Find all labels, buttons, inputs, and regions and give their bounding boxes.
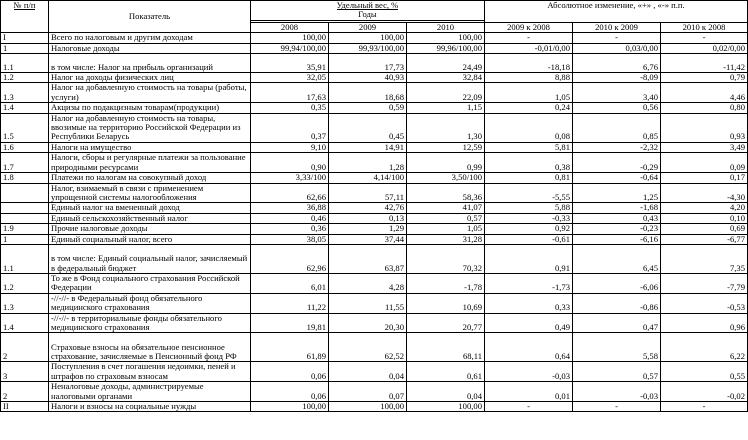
change-2010-vs-2009: 0,03/0,00 [573, 43, 661, 53]
change-2010-vs-2009: 0,47 [573, 313, 661, 333]
share-2008: 0,46 [251, 213, 329, 223]
share-2009: 100,00 [329, 33, 407, 43]
share-2008: 0,06 [251, 362, 329, 382]
share-2010: 0,61 [407, 362, 485, 382]
change-2009-vs-2008: 0,33 [485, 293, 573, 313]
indicator-name: Единый социальный налог, всего [49, 234, 251, 244]
change-2010-vs-2008: 4,20 [661, 203, 748, 213]
table-row [1, 234, 748, 244]
change-2010-vs-2009: 6,76 [573, 54, 661, 73]
change-2010-vs-2008: - [661, 402, 748, 412]
row-number: 1.8 [1, 173, 49, 183]
row-number: 1.7 [1, 153, 49, 173]
share-2010: 32,84 [407, 73, 485, 83]
change-2009-vs-2008: 5,88 [485, 203, 573, 213]
share-header-label: Удельный вес, % [336, 0, 399, 10]
share-header [251, 1, 485, 21]
table-row [1, 333, 748, 362]
change-2009-vs-2008: 0,49 [485, 313, 573, 333]
row-number: 1.2 [1, 273, 49, 293]
change-2010-vs-2009: -0,86 [573, 293, 661, 313]
share-2010: 12,59 [407, 142, 485, 152]
share-2009: 0,59 [329, 103, 407, 113]
share-2008: 61,89 [251, 333, 329, 362]
table-row [1, 153, 748, 173]
share-2010: 20,77 [407, 313, 485, 333]
share-2008: 9,10 [251, 142, 329, 152]
change-2010-vs-2008: 0,09 [661, 153, 748, 173]
share-2010: 22,09 [407, 83, 485, 103]
change-2009-vs-2008: -0,01/0,00 [485, 43, 573, 53]
share-2008: 32,05 [251, 73, 329, 83]
change-2009-vs-2008: -0,33 [485, 213, 573, 223]
share-2009: 42,76 [329, 203, 407, 213]
table-row [1, 313, 748, 333]
change-2009-vs-2008: 1,05 [485, 83, 573, 103]
change-2010-vs-2008: 4,46 [661, 83, 748, 103]
share-2010: 100,00 [407, 402, 485, 412]
share-2009: 37,44 [329, 234, 407, 244]
share-2010: 0,04 [407, 382, 485, 402]
change-2009-vs-2008: 8,88 [485, 73, 573, 83]
indicator-name: Налоги на имущество [49, 142, 251, 152]
indicator-name: Платежи по налогам на совокупный доход [49, 173, 251, 183]
change-2010-vs-2008: 0,55 [661, 362, 748, 382]
row-number: 1 [1, 234, 49, 244]
indicator-name: Акцизы по подакцизным товарам(продукции) [49, 103, 251, 113]
year-header: 2010 [407, 22, 485, 32]
share-2010: 41,07 [407, 203, 485, 213]
indicator-name: в том числе: Налог на прибыль организаций [49, 54, 251, 73]
table-row [1, 402, 748, 412]
indicator-name: -//-//- в Федеральный фонд обязательного медицинского страхования [49, 293, 251, 313]
share-2009: 0,07 [329, 382, 407, 402]
indicator-name: Налог на доходы физических лиц [49, 73, 251, 83]
share-2008: 0,06 [251, 382, 329, 402]
table-row [1, 213, 748, 223]
change-2009-vs-2008: 0,92 [485, 224, 573, 234]
change-2009-vs-2008: - [485, 402, 573, 412]
share-2008: 0,36 [251, 224, 329, 234]
change-2010-vs-2009: -6,16 [573, 234, 661, 244]
share-2009: 62,52 [329, 333, 407, 362]
change-2010-vs-2008: - [661, 33, 748, 43]
change-2010-vs-2009: -1,68 [573, 203, 661, 213]
indicator-name: Налог, взимаемый в связи с применением упрощенной системы налогообложения [49, 183, 251, 203]
share-2009: 1,29 [329, 224, 407, 234]
change-2010-vs-2008: -7,79 [661, 273, 748, 293]
indicator-header: Показатель [49, 1, 251, 33]
share-2010: 3,50/100 [407, 173, 485, 183]
indicator-name: Налоги и взносы на социальные нужды [49, 402, 251, 412]
change-2009-vs-2008: 0,91 [485, 244, 573, 273]
share-2008: 6,01 [251, 273, 329, 293]
change-2010-vs-2009: 5,58 [573, 333, 661, 362]
share-2010: 0,57 [407, 213, 485, 223]
table-row [1, 224, 748, 234]
change-2010-vs-2009: 0,57 [573, 362, 661, 382]
table-row [1, 83, 748, 103]
table-row [1, 382, 748, 402]
change-2009-vs-2008: -18,18 [485, 54, 573, 73]
indicator-name: Всего по налоговым и другим доходам [49, 33, 251, 43]
change-2010-vs-2009: -0,23 [573, 224, 661, 234]
table-row [1, 113, 748, 142]
change-2010-vs-2008: -4,30 [661, 183, 748, 203]
share-2009: 11,55 [329, 293, 407, 313]
years-header-label: Годы [358, 9, 377, 20]
row-number: 1.4 [1, 103, 49, 113]
change-2009-vs-2008: 5,81 [485, 142, 573, 152]
indicator-name: Налог на добавленную стоимость на товары (работы, услуги) [49, 83, 251, 103]
share-2008: 36,88 [251, 203, 329, 213]
indicator-name: Прочие налоговые доходы [49, 224, 251, 234]
share-2008: 0,35 [251, 103, 329, 113]
row-number: 1.4 [1, 313, 49, 333]
indicator-name: Поступления в счет погашения недоимки, пеней и штрафов по страховым взносам [49, 362, 251, 382]
table-row [1, 244, 748, 273]
share-2009: 0,45 [329, 113, 407, 142]
share-2009: 99,93/100,00 [329, 43, 407, 53]
change-2010-vs-2009: 0,85 [573, 113, 661, 142]
change-2010-vs-2008: -11,42 [661, 54, 748, 73]
share-2008: 99,94/100,00 [251, 43, 329, 53]
table-row [1, 203, 748, 213]
row-number [1, 203, 49, 213]
change-2009-vs-2008: 0,64 [485, 333, 573, 362]
share-2010: 1,05 [407, 224, 485, 234]
table-row [1, 103, 748, 113]
change-2010-vs-2009: -8,09 [573, 73, 661, 83]
share-2010: 100,00 [407, 33, 485, 43]
share-2008: 62,96 [251, 244, 329, 273]
indicator-name: Неналоговые доходы, администрируемые налоговыми органами [49, 382, 251, 402]
table-body [1, 33, 748, 412]
change-2010-vs-2009: - [573, 402, 661, 412]
share-2009: 17,73 [329, 54, 407, 73]
share-2010: 0,99 [407, 153, 485, 173]
change-2010-vs-2008: 0,17 [661, 173, 748, 183]
share-2010: 99,96/100,00 [407, 43, 485, 53]
indicator-name: Налог на добавленную стоимость на товары, ввозимые на территорию Российской Федерации из Республики Беларусь [49, 113, 251, 142]
change-2010-vs-2009: -0,29 [573, 153, 661, 173]
year-header: 2009 [329, 22, 407, 32]
share-2010: 68,11 [407, 333, 485, 362]
change-col-header: 2010 к 2008 [661, 22, 748, 32]
share-2008: 17,63 [251, 83, 329, 103]
table-row [1, 33, 748, 43]
change-2010-vs-2008: 3,49 [661, 142, 748, 152]
year-header: 2008 [251, 22, 329, 32]
share-2009: 4,14/100 [329, 173, 407, 183]
table-row [1, 183, 748, 203]
row-number: 2 [1, 382, 49, 402]
change-2009-vs-2008: 0,01 [485, 382, 573, 402]
change-2010-vs-2009: - [573, 33, 661, 43]
change-2010-vs-2009: 6,45 [573, 244, 661, 273]
change-2010-vs-2008: 0,10 [661, 213, 748, 223]
share-2010: 70,32 [407, 244, 485, 273]
share-2009: 40,93 [329, 73, 407, 83]
share-2009: 18,68 [329, 83, 407, 103]
change-2009-vs-2008: -0,03 [485, 362, 573, 382]
row-number: 1.6 [1, 142, 49, 152]
share-2010: 31,28 [407, 234, 485, 244]
num-header: № п/п [1, 1, 49, 33]
row-number: 1.1 [1, 244, 49, 273]
share-2009: 57,11 [329, 183, 407, 203]
change-2010-vs-2009: -2,32 [573, 142, 661, 152]
share-2009: 1,28 [329, 153, 407, 173]
row-number [1, 183, 49, 203]
share-2009: 14,91 [329, 142, 407, 152]
share-2009: 63,87 [329, 244, 407, 273]
row-number: I [1, 33, 49, 43]
share-2009: 20,30 [329, 313, 407, 333]
share-2010: -1,78 [407, 273, 485, 293]
change-2010-vs-2008: -6,77 [661, 234, 748, 244]
change-2010-vs-2009: 3,40 [573, 83, 661, 103]
change-2010-vs-2009: 0,43 [573, 213, 661, 223]
change-2010-vs-2008: 0,02/0,00 [661, 43, 748, 53]
share-2009: 100,00 [329, 402, 407, 412]
change-2009-vs-2008: -1,73 [485, 273, 573, 293]
change-2010-vs-2008: 6,22 [661, 333, 748, 362]
row-number: 1 [1, 43, 49, 53]
table-row [1, 142, 748, 152]
change-2009-vs-2008: 0,24 [485, 103, 573, 113]
share-2010: 58,36 [407, 183, 485, 203]
table-row [1, 293, 748, 313]
change-2010-vs-2009: -6,06 [573, 273, 661, 293]
share-2008: 100,00 [251, 33, 329, 43]
indicator-name: Налоговые доходы [49, 43, 251, 53]
row-number: 2 [1, 333, 49, 362]
share-2008: 35,91 [251, 54, 329, 73]
share-2008: 0,90 [251, 153, 329, 173]
change-2010-vs-2008: -0,02 [661, 382, 748, 402]
share-2008: 38,05 [251, 234, 329, 244]
indicator-name: в том числе: Единый социальный налог, зачисляемый в федеральный бюджет [49, 244, 251, 273]
row-number: 1.2 [1, 73, 49, 83]
change-2009-vs-2008: -0,61 [485, 234, 573, 244]
change-2010-vs-2008: 0,93 [661, 113, 748, 142]
row-number: 1.3 [1, 293, 49, 313]
share-2008: 100,00 [251, 402, 329, 412]
change-2009-vs-2008: - [485, 33, 573, 43]
indicator-name: Налоги, сборы и регулярные платежи за пользование природными ресурсами [49, 153, 251, 173]
change-2010-vs-2009: 1,25 [573, 183, 661, 203]
share-2010: 10,69 [407, 293, 485, 313]
indicator-name: Страховые взносы на обязательное пенсионное страхование, зачисляемые в Пенсионный фонд РФ [49, 333, 251, 362]
change-2010-vs-2009: 0,56 [573, 103, 661, 113]
share-2008: 0,37 [251, 113, 329, 142]
change-2009-vs-2008: 0,08 [485, 113, 573, 142]
indicator-name: -//-//- в территориальные фонды обязательного медицинского страхования [49, 313, 251, 333]
indicator-name: Единый налог на вмененный доход [49, 203, 251, 213]
change-col-header: 2009 к 2008 [485, 22, 573, 32]
share-2008: 11,22 [251, 293, 329, 313]
table-row [1, 362, 748, 382]
table-row [1, 273, 748, 293]
share-2008: 19,81 [251, 313, 329, 333]
share-2010: 1,15 [407, 103, 485, 113]
share-2009: 0,13 [329, 213, 407, 223]
share-2010: 1,30 [407, 113, 485, 142]
share-2010: 24,49 [407, 54, 485, 73]
change-2010-vs-2008: -0,53 [661, 293, 748, 313]
row-number: 1.1 [1, 54, 49, 73]
share-2008: 62,66 [251, 183, 329, 203]
change-2010-vs-2008: 0,96 [661, 313, 748, 333]
change-2009-vs-2008: -5,55 [485, 183, 573, 203]
row-number: 1.5 [1, 113, 49, 142]
change-header: Абсолютное изменение, «+» , «-» п.п. [485, 1, 748, 23]
change-2010-vs-2008: 0,69 [661, 224, 748, 234]
change-2010-vs-2008: 0,79 [661, 73, 748, 83]
table-row [1, 73, 748, 83]
change-2010-vs-2008: 0,80 [661, 103, 748, 113]
row-number: II [1, 402, 49, 412]
change-2009-vs-2008: 0,81 [485, 173, 573, 183]
change-2010-vs-2009: -0,03 [573, 382, 661, 402]
share-2008: 3,33/100 [251, 173, 329, 183]
table-row [1, 54, 748, 73]
share-2009: 4,28 [329, 273, 407, 293]
change-2009-vs-2008: 0,38 [485, 153, 573, 173]
row-number: 1.9 [1, 224, 49, 234]
row-number: 3 [1, 362, 49, 382]
indicator-name: Единый сельскохозяйственный налог [49, 213, 251, 223]
change-2010-vs-2008: 7,35 [661, 244, 748, 273]
row-number [1, 213, 49, 223]
change-col-header: 2010 к 2009 [573, 22, 661, 32]
row-number: 1.3 [1, 83, 49, 103]
table-row [1, 43, 748, 53]
table-row [1, 173, 748, 183]
indicator-name: То же в Фонд социального страхования Российской Федерации [49, 273, 251, 293]
share-2009: 0,04 [329, 362, 407, 382]
change-2010-vs-2009: -0,64 [573, 173, 661, 183]
